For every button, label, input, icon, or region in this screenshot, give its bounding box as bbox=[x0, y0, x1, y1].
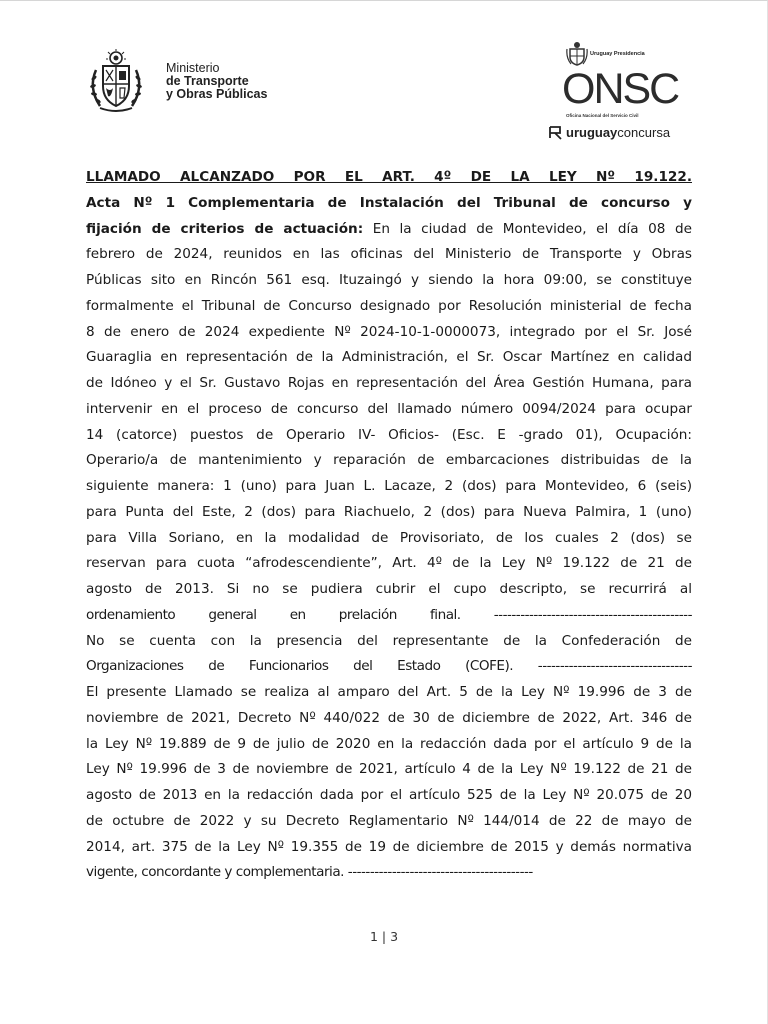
concursa-brand-bold: uruguay bbox=[566, 124, 618, 140]
acta-title-continuation bbox=[86, 217, 692, 243]
paragraph-line: la Ley Nº 19.889 de 9 de julio de 2020 en la redacción dada por el artículo 9 de la bbox=[86, 735, 692, 752]
coat-of-arms-icon bbox=[86, 48, 146, 114]
paragraph-line: siguiente manera: 1 (uno) para Juan L. Lacaze, 2 (dos) para Montevideo, 6 (seis) bbox=[86, 478, 692, 494]
document-body bbox=[86, 165, 692, 886]
paragraph-line: intervenir en el proceso de concurso del llamado número 0094/2024 para ocupar bbox=[86, 400, 692, 417]
paragraph-line: Guaraglia en representación de la Administración, el Sr. Oscar Martínez en calidad bbox=[86, 349, 692, 366]
paragraph-line: 8 de enero de 2024 expediente Nº 2024-10-1-0000073, integrado por el Sr. José bbox=[86, 323, 692, 340]
document-heading: LLAMADO ALCANZADO POR EL ART. 4º DE LA LEY Nº 19.122. bbox=[86, 169, 692, 185]
paragraph-line: febrero de 2024, reunidos en las oficinas del Ministerio de Transporte y Obras bbox=[86, 246, 692, 263]
acta-title-line: Acta Nº 1 Complementaria de Instalación del Tribunal de concurso y bbox=[86, 194, 692, 211]
paragraph-line: Organizaciones de Funcionarios del Estado (COFE). ----------------------------------- bbox=[86, 658, 692, 675]
onsc-acronym: ONSC bbox=[562, 65, 679, 113]
ministry-name-line1: Ministerio bbox=[166, 60, 220, 75]
page-number: 1 | 3 bbox=[369, 929, 399, 944]
concursa-brand-rest: concursa bbox=[617, 124, 671, 140]
paragraph-line: agosto de 2013 en la redacción dada por el artículo 525 de la Ley Nº 20.075 de 20 bbox=[86, 787, 692, 803]
paragraph-line: para Punta del Este, 2 (dos) para Riachuelo, 2 (dos) para Nueva Palmira, 1 (uno) bbox=[86, 503, 692, 520]
paragraph-line: de octubre de 2022 y su Decreto Reglamentario Nº 144/014 de 22 de mayo de bbox=[86, 812, 692, 829]
presidency-seal-icon bbox=[566, 40, 588, 66]
onsc-logo bbox=[548, 40, 688, 150]
paragraph-line: para Villa Soriano, en la modalidad de Provisoriato, de los cuales 2 (dos) se bbox=[86, 529, 692, 546]
concursa-logo-icon bbox=[548, 124, 564, 140]
paragraph-line: ordenamiento general en prelación final. --------------------------------------------- bbox=[86, 606, 692, 623]
paragraph-line: de Idóneo y el Sr. Gustavo Rojas en representación del Área Gestión Humana, para bbox=[86, 375, 692, 391]
presidency-label: Uruguay Presidencia bbox=[590, 51, 645, 57]
paragraph-line: No se cuenta con la presencia del representante de la Confederación de bbox=[86, 632, 692, 649]
paragraph-line: El presente Llamado se realiza al amparo del Art. 5 de la Ley Nº 19.996 de 3 de bbox=[86, 684, 692, 700]
paragraph-line: Operario/a de mantenimiento y reparación de embarcaciones distribuidas de la bbox=[86, 452, 692, 469]
paragraph-line: noviembre de 2021, Decreto Nº 440/022 de 30 de diciembre de 2022, Art. 346 de bbox=[86, 709, 692, 726]
paragraph-line: vigente, concordante y complementaria. ------------------------------------------ bbox=[86, 864, 533, 881]
ministry-name-line2: de Transporte bbox=[166, 73, 249, 88]
ministry-logo bbox=[86, 48, 267, 114]
paragraph-line: formalmente el Tribunal de Concurso designado por Resolución ministerial de fecha bbox=[86, 297, 692, 314]
acta-title-end: fijación de criterios de actuación: bbox=[86, 220, 364, 237]
paragraph-text: En la ciudad de Montevideo, el día 08 de bbox=[363, 220, 692, 237]
ministry-name-line3: y Obras Públicas bbox=[166, 86, 268, 101]
paragraph-line: 14 (catorce) puestos de Operario IV- Oficios- (Esc. E -grado 01), Ocupación: bbox=[86, 426, 692, 443]
paragraph-line: 2014, art. 375 de la Ley Nº 19.355 de 19 de diciembre de 2015 y demás normativa bbox=[86, 838, 692, 855]
paragraph-line: Ley Nº 19.996 de 3 de noviembre de 2021, artículo 4 de la Ley Nº 19.122 de 21 de bbox=[86, 761, 692, 778]
onsc-subtitle: Oficina Nacional del Servicio Civil bbox=[566, 113, 639, 118]
paragraph-line: reservan para cuota “afrodescendiente”, Art. 4º de la Ley Nº 19.122 de 21 de bbox=[86, 555, 692, 572]
paragraph-line: Públicas sito en Rincón 561 esq. Ituzaingó y siendo la hora 09:00, se constituye bbox=[86, 272, 692, 288]
paragraph-line: agosto de 2013. Si no se pudiera cubrir el cupo descripto, se recurrirá al bbox=[86, 581, 692, 597]
uruguay-concursa-brand bbox=[548, 124, 670, 140]
ministry-name bbox=[166, 62, 267, 101]
